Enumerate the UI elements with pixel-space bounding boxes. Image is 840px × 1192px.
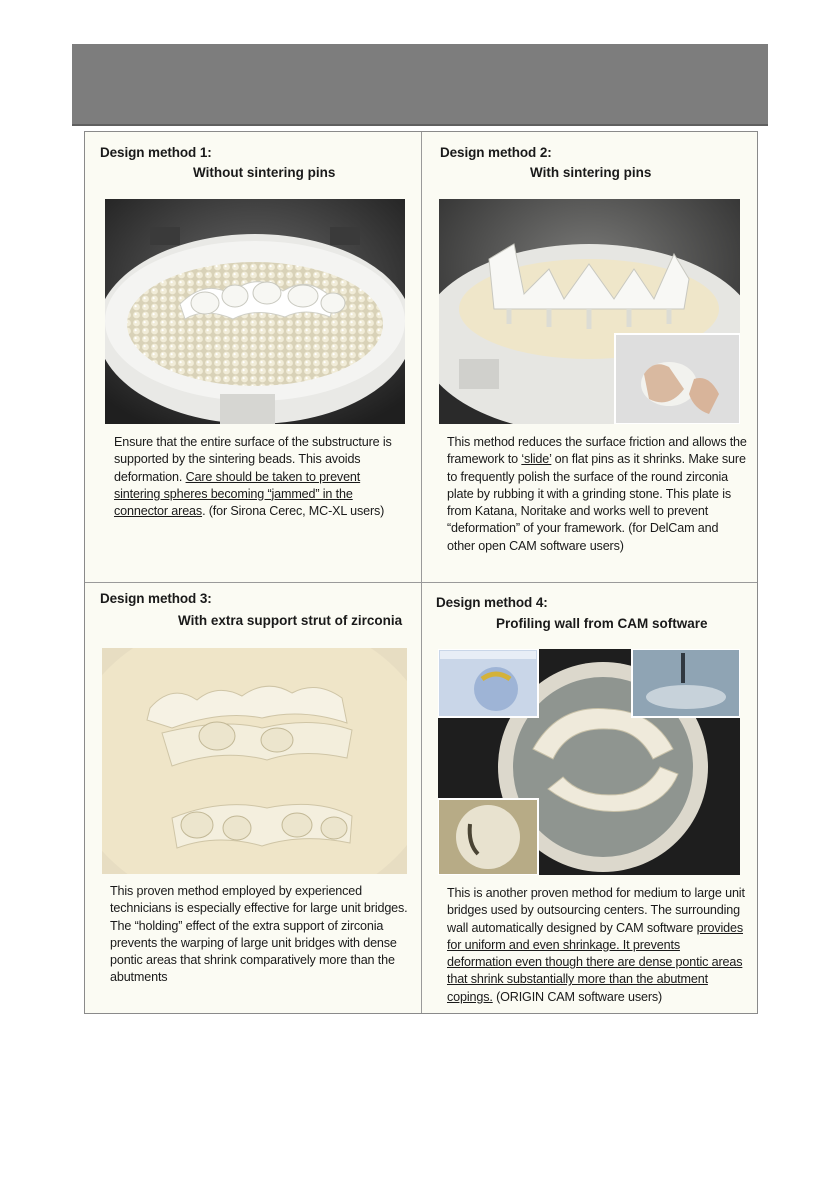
- sintering-pins-plate-photo: [439, 199, 740, 424]
- method-cell-4: [422, 583, 757, 1013]
- method-cell-3: [85, 583, 421, 1013]
- method-heading: Design method 3:: [100, 591, 212, 606]
- method-subheading: Without sintering pins: [193, 165, 336, 180]
- header-bar: [72, 44, 768, 124]
- method-description: Ensure that the entire surface of the substructure is supported by the sintering beads. This avoids deformation. Care should be taken to prevent sintering spheres becoming “jammed” in the connector areas. (for Sirona Cerec, MC-XL users): [114, 435, 392, 519]
- design-methods-grid: [84, 131, 758, 1014]
- method-heading: Design method 4:: [436, 595, 548, 610]
- method-subheading: With sintering pins: [530, 165, 652, 180]
- method-subheading: With extra support strut of zirconia: [178, 613, 403, 628]
- method-subheading: Profiling wall from CAM software: [496, 616, 708, 631]
- sintering-beads-tray-photo: [105, 199, 405, 424]
- method-cell-1: [85, 132, 421, 582]
- method-description: This method reduces the surface friction and allows the framework to ‘slide’ on flat pins as it shrinks. Make sure to frequently polish the surface of the round zirconia plate by rubbing it with a grinding stone. This plate is from Katana, Noritake and works well to prevent “deformation” of your framework. (for DelCam and other open CAM software users): [447, 435, 747, 553]
- cam-profiling-wall-collage-photo: [438, 649, 740, 875]
- method-cell-2: [422, 132, 757, 582]
- method-description: This is another proven method for medium to large unit bridges used by outsourcing centers. The surrounding wall automatically designed by CAM software provides for uniform and even shrinkage. It prevents deformation even though there are dense pontic areas that shrink substantially more than the abutment copings. (ORIGIN CAM software users): [447, 886, 745, 1004]
- method-description: This proven method employed by experienced technicians is especially effective for large unit bridges. The “holding” effect of the extra support of zirconia prevents the warping of large unit bridges with dense pontic areas that shrink comparatively more than the abutments: [110, 884, 408, 985]
- support-strut-bridges-photo: [102, 648, 407, 874]
- method-heading: Design method 2:: [440, 145, 552, 160]
- method-heading: Design method 1:: [100, 145, 212, 160]
